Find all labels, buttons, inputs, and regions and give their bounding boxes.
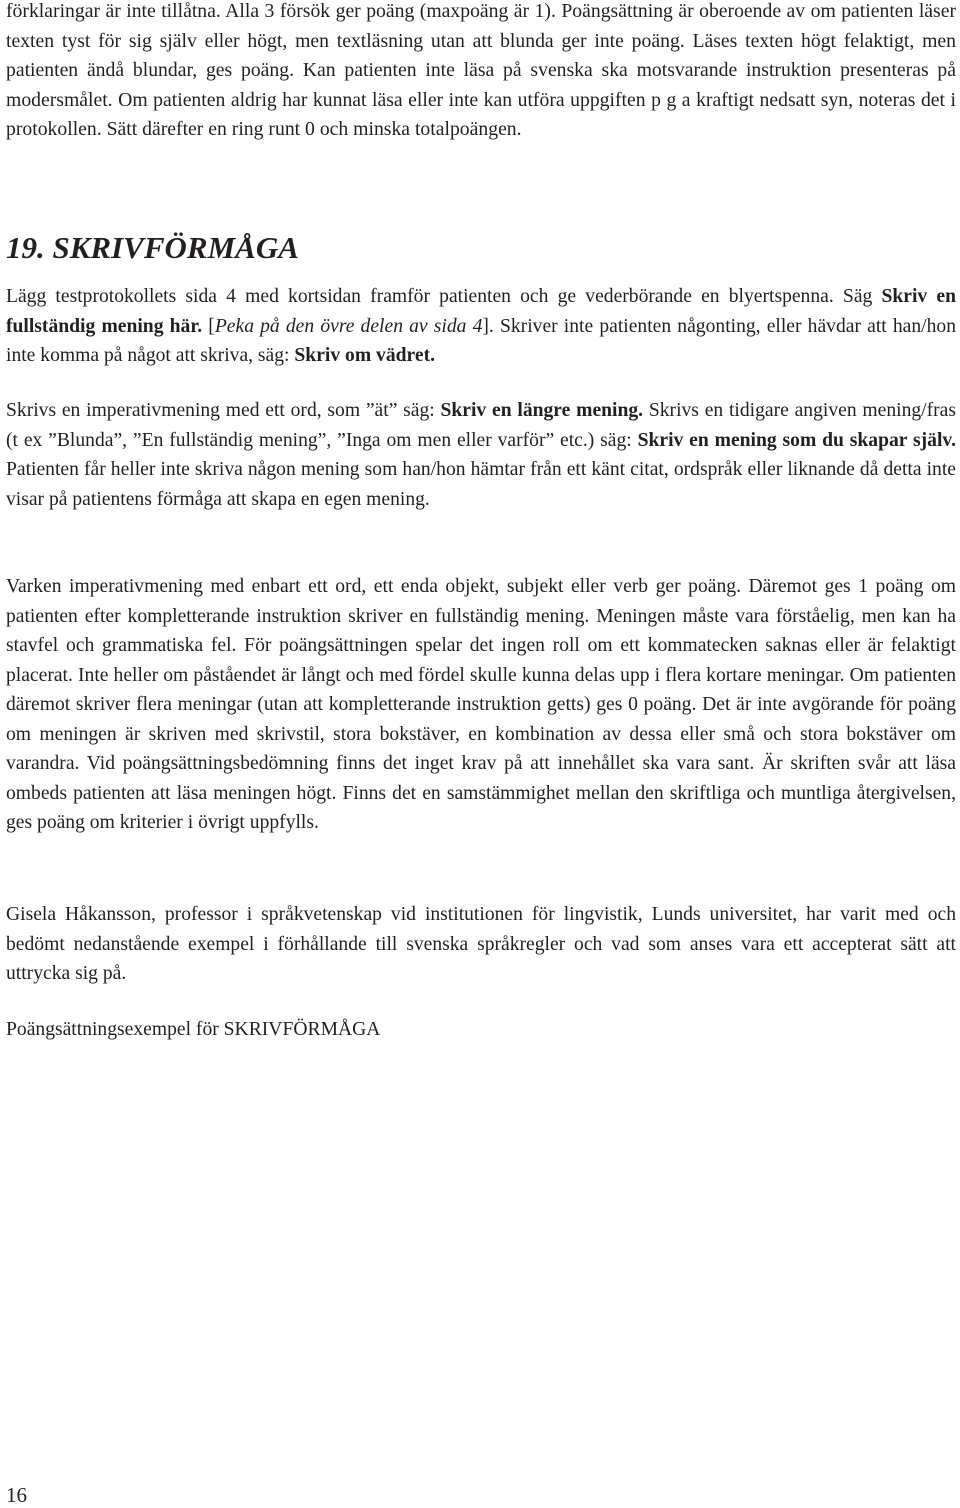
imperative-command: Skriv en mening som du skapar själv. [637,429,956,451]
instruction-paragraph [6,282,956,371]
instruction-text: ]. Skriver inte patienten någonting, eller hävdar att han/hon inte komma på något att skriva, säg: [6,315,956,366]
instruction-note: Peka på den övre delen av sida 4 [214,315,483,337]
instruction-text: [ [202,315,215,337]
scoring-paragraph: Varken imperativmening med enbart ett ord, ett enda objekt, subjekt eller verb ger poäng. Däremot ges 1 poäng om patienten efter kompletterande instruktion skriver en fullständig mening. Meningen måste vara förståelig, men kan ha stavfel och grammatiska fel. För poängsättningen spelar det ingen roll om ett kommatecken saknas eller är felaktigt placerat. Inte heller om påståendet är långt och med fördel skulle kunna delas upp i flera kortare meningar. Om patienten däremot skriver flera meningar (utan att kompletterande instruktion getts) ges 0 poäng. Det är inte avgörande för poäng om meningen är skriven med skrivstil, stora bokstäver, en kombination av dessa eller små och stora bokstäver om varandra. Vid poängsättningsbedömning finns det inget krav på att innehållet ska vara sant. Är skriften svår att läsa ombeds patienten att läsa meningen högt. Finns det en samstämmighet mellan den skriftliga och muntliga återgivelsen, ges poäng om kriterier i övrigt uppfylls. [6,576,956,833]
section-number: 19. [6,230,45,265]
instruction-command: Skriv om vädret. [294,345,436,366]
section-title: SKRIVFÖRMÅGA [52,230,299,265]
imperative-text: Patienten får heller inte skriva någon mening som han/hon hämtar från ett känt citat, ordspråk eller liknande då detta inte visar på patientens förmåga att skapa en egen mening. [6,459,956,510]
imperative-command: Skriv en längre mening. [440,400,644,421]
instruction-text: Lägg testprotokollets sida 4 med kortsidan framför patienten och ge vederbörande en blyertspenna. Säg [6,286,882,307]
section-heading [6,228,299,268]
author-paragraph: Gisela Håkansson, professor i språkvetenskap vid institutionen för lingvistik, Lunds universitet, har varit med och bedömt nedanstående exempel i förhållande till svenska språkregler och vad som anses vara ett accepterat sätt att uttrycka sig på. [6,904,956,984]
imperative-paragraph [6,396,956,514]
page-number: 16 [6,1483,27,1507]
intro-paragraph: förklaringar är inte tillåtna. Alla 3 försök ger poäng (maxpoäng är 1). Poängsättning är oberoende av om patienten läser texten tyst för sig själv eller högt, men textläsning utan att blunda ger inte poäng. Läses texten högt felaktigt, men patienten ändå blundar, ges poäng. Kan patienten inte läsa på svenska ska motsvarande instruktion presenteras på modersmålet. Om patienten aldrig har kunnat läsa eller inte kan utföra uppgiften p g a kraftigt nedsatt syn, noteras det i protokollen. Sätt därefter en ring runt 0 och minska totalpoängen. [6,0,956,140]
examples-heading: Poängsättningsexempel för SKRIVFÖRMÅGA [6,1019,381,1040]
imperative-text: Skrivs en imperativmening med ett ord, som ”ät” säg: [6,400,441,421]
imperative-text: Skrivs en tidigare angiven mening/fras (t ex ”Blunda”, ”En fullständig mening”, ”Inga om men eller varför” etc.) säg: [6,400,956,451]
instruction-command: Skriv en fullständig mening här. [6,286,957,337]
